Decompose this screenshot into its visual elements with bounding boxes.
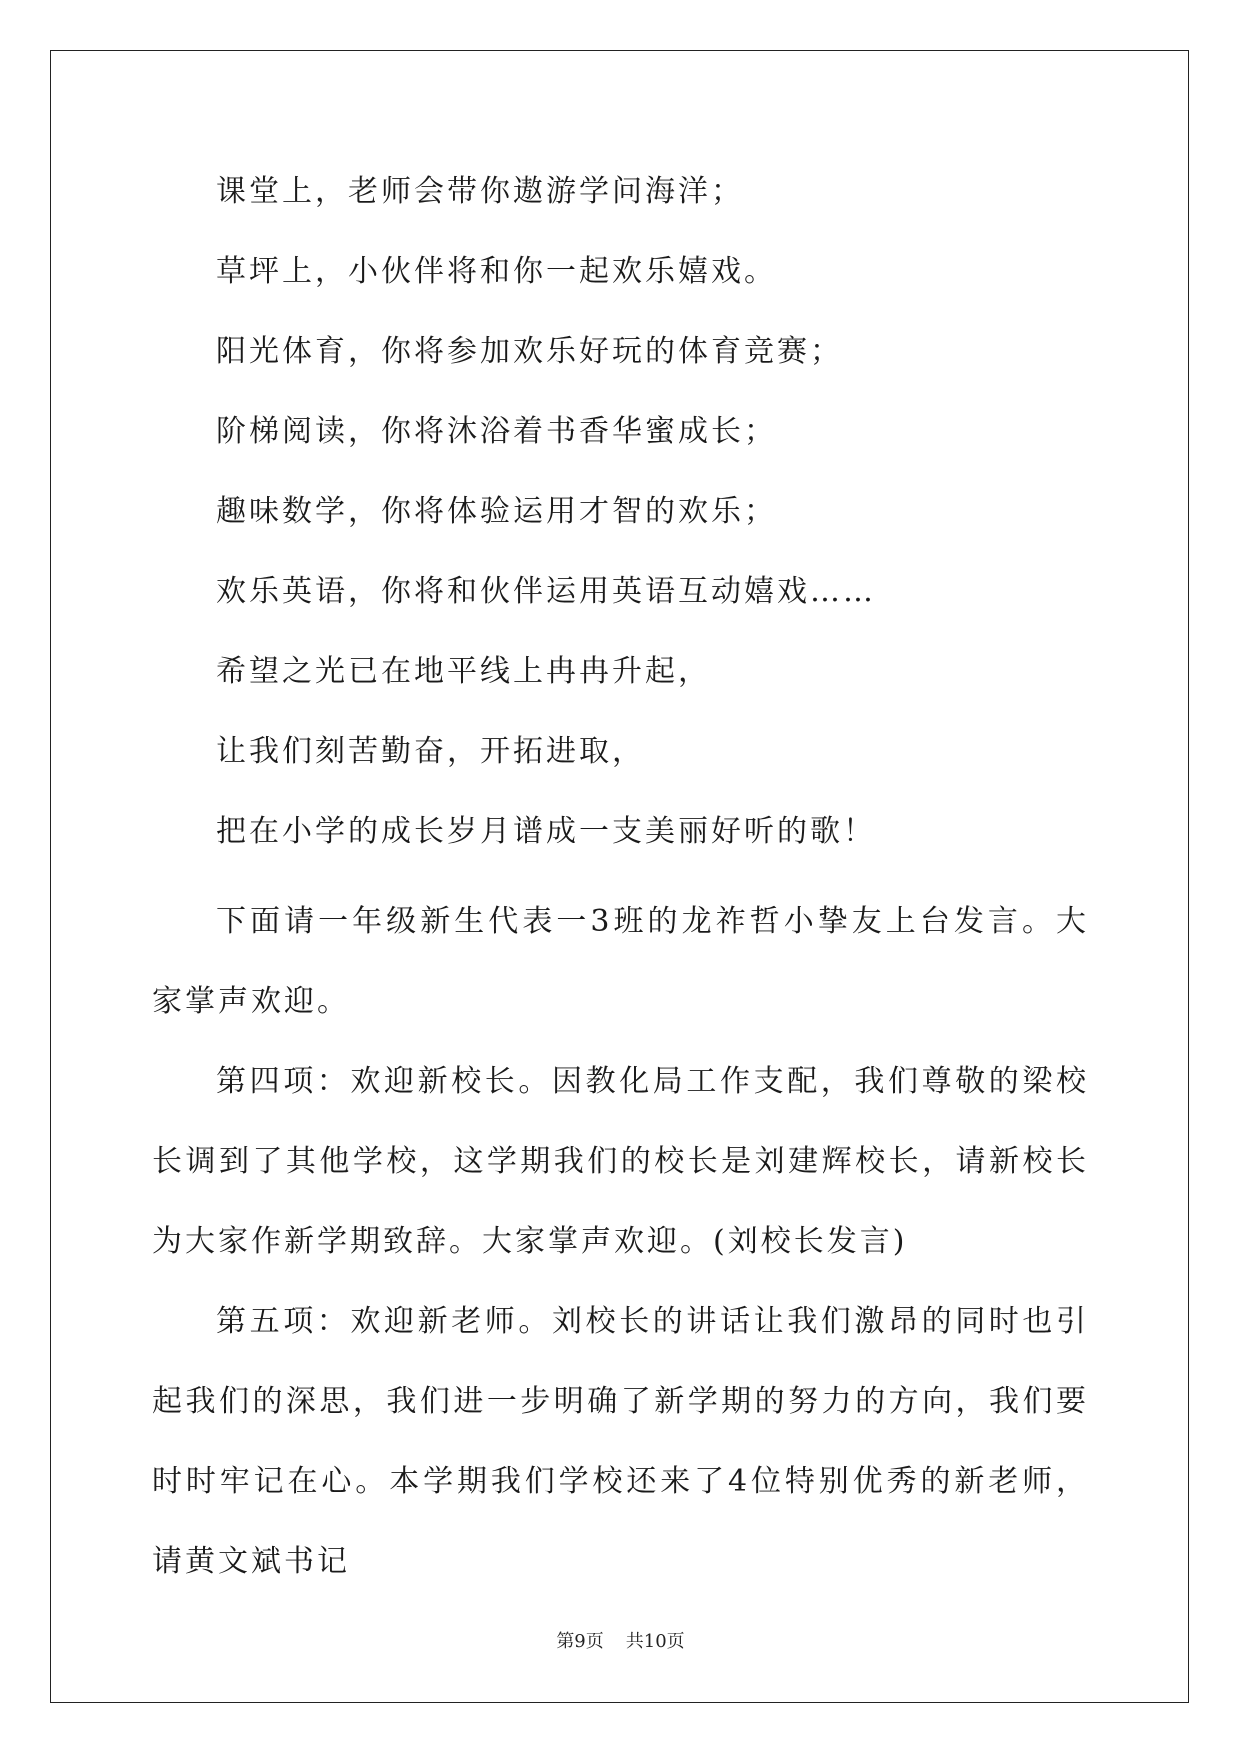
text-line: 趣味数学，你将体验运用才智的欢乐； (216, 494, 777, 529)
text-line: 阳光体育，你将参加欢乐好玩的体育竞赛； (216, 334, 843, 369)
document-body (152, 162, 1089, 1602)
text-line: 草坪上，小伙伴将和你一起欢乐嬉戏。 (216, 254, 777, 289)
text-line: 把在小学的成长岁月谱成一支美丽好听的歌！ (216, 814, 876, 849)
text-line: 阶梯阅读，你将沐浴着书香华蜜成长； (216, 414, 777, 449)
text-line: 欢乐英语，你将和伙伴运用英语互动嬉戏…… (216, 574, 876, 609)
text-line: 希望之光已在地平线上冉冉升起， (216, 654, 711, 689)
paragraph: 第五项：欢迎新老师。刘校长的讲话让我们激昂的同时也引起我们的深思，我们进一步明确了新学期的努力的方向，我们要时时牢记在心。本学期我们学校还来了4位特别优秀的新老师，请黄文斌书记 (152, 1304, 1089, 1579)
page-footer (0, 1627, 1241, 1653)
paragraph: 第四项：欢迎新校长。因教化局工作支配，我们尊敬的梁校长调到了其他学校，这学期我们的校长是刘建辉校长，请新校长为大家作新学期致辞。大家掌声欢迎。(刘校长发言) (152, 1064, 1089, 1259)
page-total: 共10页 (625, 1631, 685, 1652)
page-number: 第9页 (556, 1631, 604, 1652)
text-line: 课堂上，老师会带你遨游学问海洋； (216, 174, 744, 209)
text-line: 让我们刻苦勤奋，开拓进取， (216, 734, 645, 769)
paragraph: 下面请一年级新生代表一3班的龙祚哲小挚友上台发言。大家掌声欢迎。 (152, 904, 1089, 1019)
